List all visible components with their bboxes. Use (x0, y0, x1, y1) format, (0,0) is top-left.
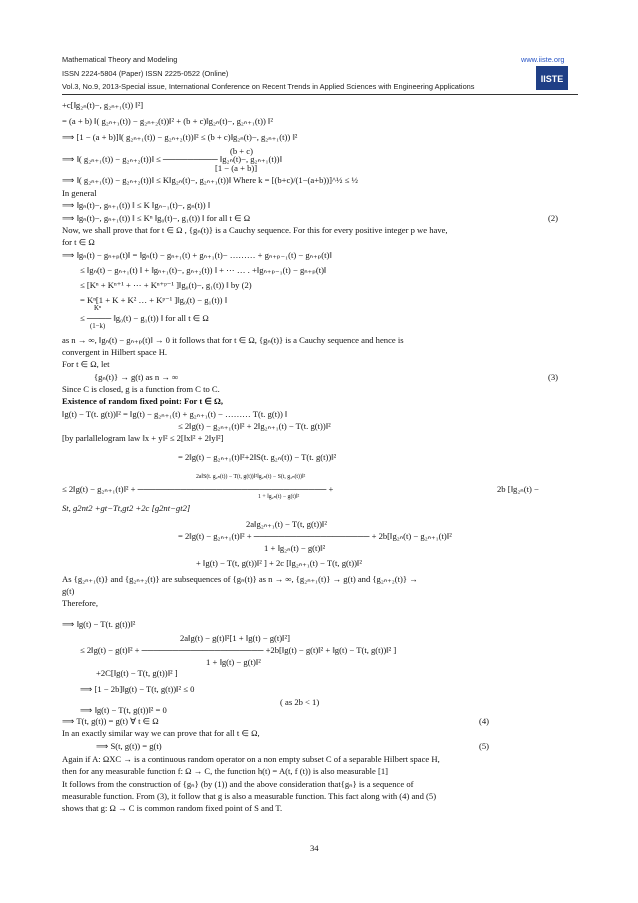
text-line: convergent in Hilbert space H. (62, 347, 168, 357)
text-line: shows that g: Ω → C is common random fixed point of S and T. (62, 803, 283, 813)
eq-line: +2C[‖g(t) − T(t, g(t))‖² ] (96, 668, 178, 678)
eq-line: ⟹ ‖g(t) − T(t, g(t))‖² = 0 (80, 705, 167, 715)
eq-line: ⟹ [1 − (a + b)]‖( g₂ₙ₊₁(t)) − g₂ₙ₊₂(t))‖² ≤ (b + c)‖g₂ₙ(t)−, g₂ₙ₊₁(t)) ‖² (62, 132, 298, 142)
equation-ref: (4) (479, 716, 490, 726)
eq-line: ⟹ [1 − 2b]‖g(t) − T(t, g(t))‖² ≤ 0 (80, 684, 195, 694)
eq-line: = Kⁿ[1 + K + K² … + Kᵖ⁻¹ ]‖g₀(t) − g₁(t)) ‖ (80, 295, 228, 305)
eq-line: ≤ ──── ‖g₀(t) − g₁(t)) ‖ for all t ∈ Ω (80, 313, 209, 323)
text-line: for t ∈ Ω (62, 237, 95, 247)
eq-line: 2b [‖g₂ₙ(t) − (497, 484, 539, 494)
journal-website-link[interactable]: www.iiste.org (521, 55, 565, 64)
eq-line: = (a + b) ‖( g₂ₙ₊₁(t)) − g₂ₙ₊₂(t))‖² + (b + c)‖g₂ₙ(t)−, g₂ₙ₊₁(t)) ‖² (62, 116, 273, 126)
text-line: [by parlallelogram law ‖x + y‖² ≤ 2[‖x‖² + 2‖y‖²] (62, 433, 224, 443)
eq-line: +c[‖g₂ₙ(t)−, g₂ₙ₊₁(t)) ‖²] (62, 100, 144, 110)
fraction-numerator: 2a‖g₂ₙ₊₁(t) − T(t, g(t))‖² (246, 519, 327, 529)
journal-title: Mathematical Theory and Modeling (62, 55, 178, 64)
text-line: g(t) (62, 586, 75, 596)
header-rule (62, 94, 578, 95)
text-line: In an exactly similar way we can prove that for all t ∈ Ω, (62, 728, 260, 738)
text-line: As {g₂ₙ₊₁(t)} and {g₂ₙ₊₂(t)} are subsequences of {gₙ(t)} as n → ∞, {g₂ₙ₊₁(t)} → g(t) and {g₂ₙ₊₂(t)} → (62, 574, 418, 584)
fraction-numerator: Kⁿ (94, 305, 102, 312)
eq-line: ⟹ ‖gₙ(t)−, gₙ₊₁(t)) ‖ ≤ K ‖gₙ₋₁(t)−, gₙ(t)) ‖ (62, 200, 211, 210)
iiste-logo (536, 66, 568, 90)
fraction-denominator: [1 − (a + b)] (215, 163, 258, 173)
equation-ref: (3) (548, 372, 559, 382)
eq-line: {gₙ(t)} → g(t) as n → ∞ (94, 372, 179, 382)
text-line: In general (62, 188, 97, 198)
text-line: It follows from the construction of {gₙ} (by (1)) and the above consideration that{gₙ} is a sequence of (62, 779, 414, 789)
fraction-denominator: 1 + ‖g₂ₙ(t) − g(t)‖² (258, 494, 300, 500)
eq-line: ≤ 2‖g(t) − g(t)‖² + ──────────────────── +2b[‖g(t) − g(t)‖² + ‖g(t) − T(t, g(t))‖² ] (80, 645, 397, 655)
equation-ref: (5) (479, 741, 490, 751)
volume-line: Vol.3, No.9, 2013-Special issue, International Conference on Recent Trends in Applied Sciences with Engineering Applications (62, 82, 475, 91)
fraction-numerator: (b + c) (230, 146, 253, 156)
text-line: Since C is closed, g is a function from C to C. (62, 384, 220, 394)
eq-line: ⟹ ‖gₙ(t)−, gₙ₊₁(t)) ‖ ≤ Kⁿ ‖g₀(t)−, g₁(t)) ‖ for all t ∈ Ω (62, 213, 251, 223)
eq-line: ≤ 2‖g(t) − g₂ₙ₊₁(t)‖² + ─────────────────────────────── + (62, 484, 334, 494)
note: ( as 2b < 1) (280, 697, 320, 707)
eq-line: ⟹ ‖gₙ(t) − gₙ₊ₚ(t)‖ = ‖gₙ(t) − gₙ₊₁(t) + gₙ₊₁(t)− ……… + gₙ₊ₚ₋₁(t) − gₙ₊ₚ(t)‖ (62, 250, 332, 260)
text-line: Now, we shall prove that for t ∈ Ω , {gₙ(t)} is a Cauchy sequence. For this for every positive integer p we have, (62, 225, 448, 235)
eq-line: ≤ ‖gₙ(t) − gₙ₊₁(t) ‖ + ‖gₙ₊₁(t)−, gₙ₊₂(t)) ‖ + ⋯ … . +‖gₙ₊ₚ₋₁(t) − gₙ₊ₚ(t)‖ (80, 265, 327, 275)
text-line: Again if A: ΩXC → is a continuous random operator on a non empty subset C of a separable Hilbert space H, (62, 754, 440, 764)
text-line: measurable function. From (3), it follow that g is also a measurable function. This fact along with (4) and (5) (62, 791, 437, 801)
fraction-denominator: (1−k) (90, 323, 106, 330)
text-line: For t ∈ Ω, let (62, 359, 110, 369)
fraction-numerator: 2a‖S(t. g₂ₙ(t)) − T(t, g(t))‖²‖g₂ₙ(t) − S(t, g₂ₙ(t))‖² (196, 474, 306, 480)
eq-line: ⟹ S(t, g(t)) = g(t) (96, 741, 162, 751)
text-line: then for any measurable function f: Ω → C, the function h(t) = A(t, f (t)) is also measurable [1] (62, 766, 389, 776)
logo-text: IISTE (540, 74, 564, 84)
eq-line: ⟹ ‖g(t) − T(t. g(t))‖² (62, 619, 136, 629)
text-line: as n → ∞, ‖gₙ(t) − gₙ₊ₚ(t)‖ → 0 it follows that for t ∈ Ω, {gₙ(t)} is a Cauchy sequence and hence is (62, 335, 404, 345)
eq-line: ⟹ ‖( g₂ₙ₊₁(t)) − g₂ₙ₊₂(t))‖ ≤ K‖g₂ₙ(t)−, g₂ₙ₊₁(t))‖ Where k = [(b+c)/(1−(a+b))]^½ ≤ ½ (62, 175, 358, 185)
issn-line: ISSN 2224-5804 (Paper) ISSN 2225-0522 (Online) (62, 69, 229, 78)
fraction-denominator: 1 + ‖g(t) − g(t)‖² (206, 657, 261, 667)
fraction-numerator: 2a‖g(t) − g(t)‖²[1 + ‖g(t) − g(t)‖²] (180, 633, 290, 643)
eq-line: ≤ [Kⁿ + Kⁿ⁺¹ + ⋯ + Kⁿ⁺ᵖ⁻¹ ]‖g₀(t)−, g₁(t)) ‖ by (2) (80, 280, 252, 290)
eq-line: + ‖g(t) − T(t, g(t))‖² ] + 2c [‖g₂ₙ₊₁(t) − T(t, g(t))‖² (196, 558, 362, 568)
section-heading: Existence of random fixed point: For t ∈ Ω, (62, 396, 224, 406)
equation-ref: (2) (548, 213, 559, 223)
text-line: Therefore, (62, 598, 99, 608)
fraction-denominator: 1 + ‖g₂ₙ(t) − g(t)‖² (264, 543, 326, 553)
eq-line: = 2‖g(t) − g₂ₙ₊₁(t)‖²+2‖S(t. g₂ₙ(t)) − T(t. g(t))‖² (178, 452, 337, 462)
eq-line: ‖g(t) − T(t. g(t))‖² = ‖g(t) − g₂ₙ₊₁(t) + g₂ₙ₊₁(t) − ……… T(t. g(t)) ‖ (62, 409, 288, 419)
eq-line: ≤ 2‖g(t) − g₂ₙ₊₁(t)‖² + 2‖g₂ₙ₊₁(t) − T(t. g(t))‖² (178, 421, 331, 431)
garbled-text-line: St, g2nt2 +gt−Tt,gt2 +2c [g2nt−gt2] (62, 503, 191, 513)
eq-line: ⟹ ‖( g₂ₙ₊₁(t)) − g₂ₙ₊₂(t))‖ ≤ ───────── ‖g₂ₙ(t)−, g₂ₙ₊₁(t))‖ (62, 154, 282, 164)
page-number: 34 (310, 843, 319, 853)
eq-line: = 2‖g(t) − g₂ₙ₊₁(t)‖² + ─────────────────── + 2b[‖g₂ₙ(t) − g₂ₙ₊₁(t)‖² (178, 531, 452, 541)
eq-line: ⟹ T(t, g(t)) = g(t) ∀ t ∈ Ω (62, 716, 159, 726)
